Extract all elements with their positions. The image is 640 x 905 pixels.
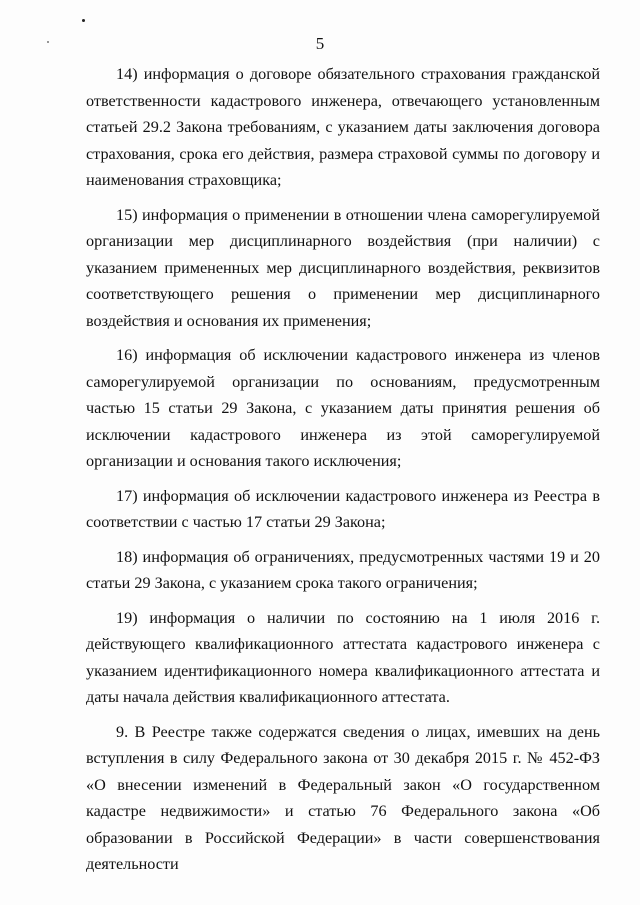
document-body: [86, 61, 600, 886]
scan-speck: [82, 19, 85, 22]
paragraph-item-19: 19) информация о наличии по состоянию на 1 июля 2016 г. действующего квалификационного аттестата кадастрового инженера с указанием идентификационного номера квалификационного аттестата и даты начала действия квалификационного аттестата.: [86, 608, 600, 706]
paragraph-section-9: 9. В Реестре также содержатся сведения о лицах, имевших на день вступления в силу Федерального закона от 30 декабря 2015 г. № 452-ФЗ «О внесении изменений в Федеральный закон «О государственном кадастре недвижимости» и статью 76 Федерального закона «Об образовании в Российской Федерации» в части совершенствования деятельности: [86, 722, 600, 873]
paragraph-item-15: 15) информация о применении в отношении члена саморегулируемой организации мер дисциплинарного воздействия (при наличии) с указанием примененных мер дисциплинарного воздействия, реквизитов соответствующего решения о применении мер дисциплинарного воздействия и основания их применения;: [86, 205, 600, 330]
page-number: 5: [315, 34, 325, 53]
paragraph-item-16: 16) информация об исключении кадастрового инженера из членов саморегулируемой организации по основаниям, предусмотренным частью 15 статьи 29 Закона, с указанием даты принятия решения об исключении кадастрового инженера из этой саморегулируемой организации и основания такого исключения;: [86, 346, 600, 470]
paragraph-item-17: 17) информация об исключении кадастрового инженера из Реестра в соответствии с частью 17 статьи 29 Закона;: [86, 486, 600, 531]
paragraph-item-14: 14) информация о договоре обязательного страхования гражданской ответственности кадастрового инженера, отвечающего установленным статьей 29.2 Закона требованиям, с указанием даты заключения договора страхования, срока его действия, размера страховой суммы по договору и наименования страховщика;: [86, 65, 600, 189]
paragraph-item-18: 18) информация об ограничениях, предусмотренных частями 19 и 20 статьи 29 Закона, с указанием срока такого ограничения;: [86, 547, 600, 592]
